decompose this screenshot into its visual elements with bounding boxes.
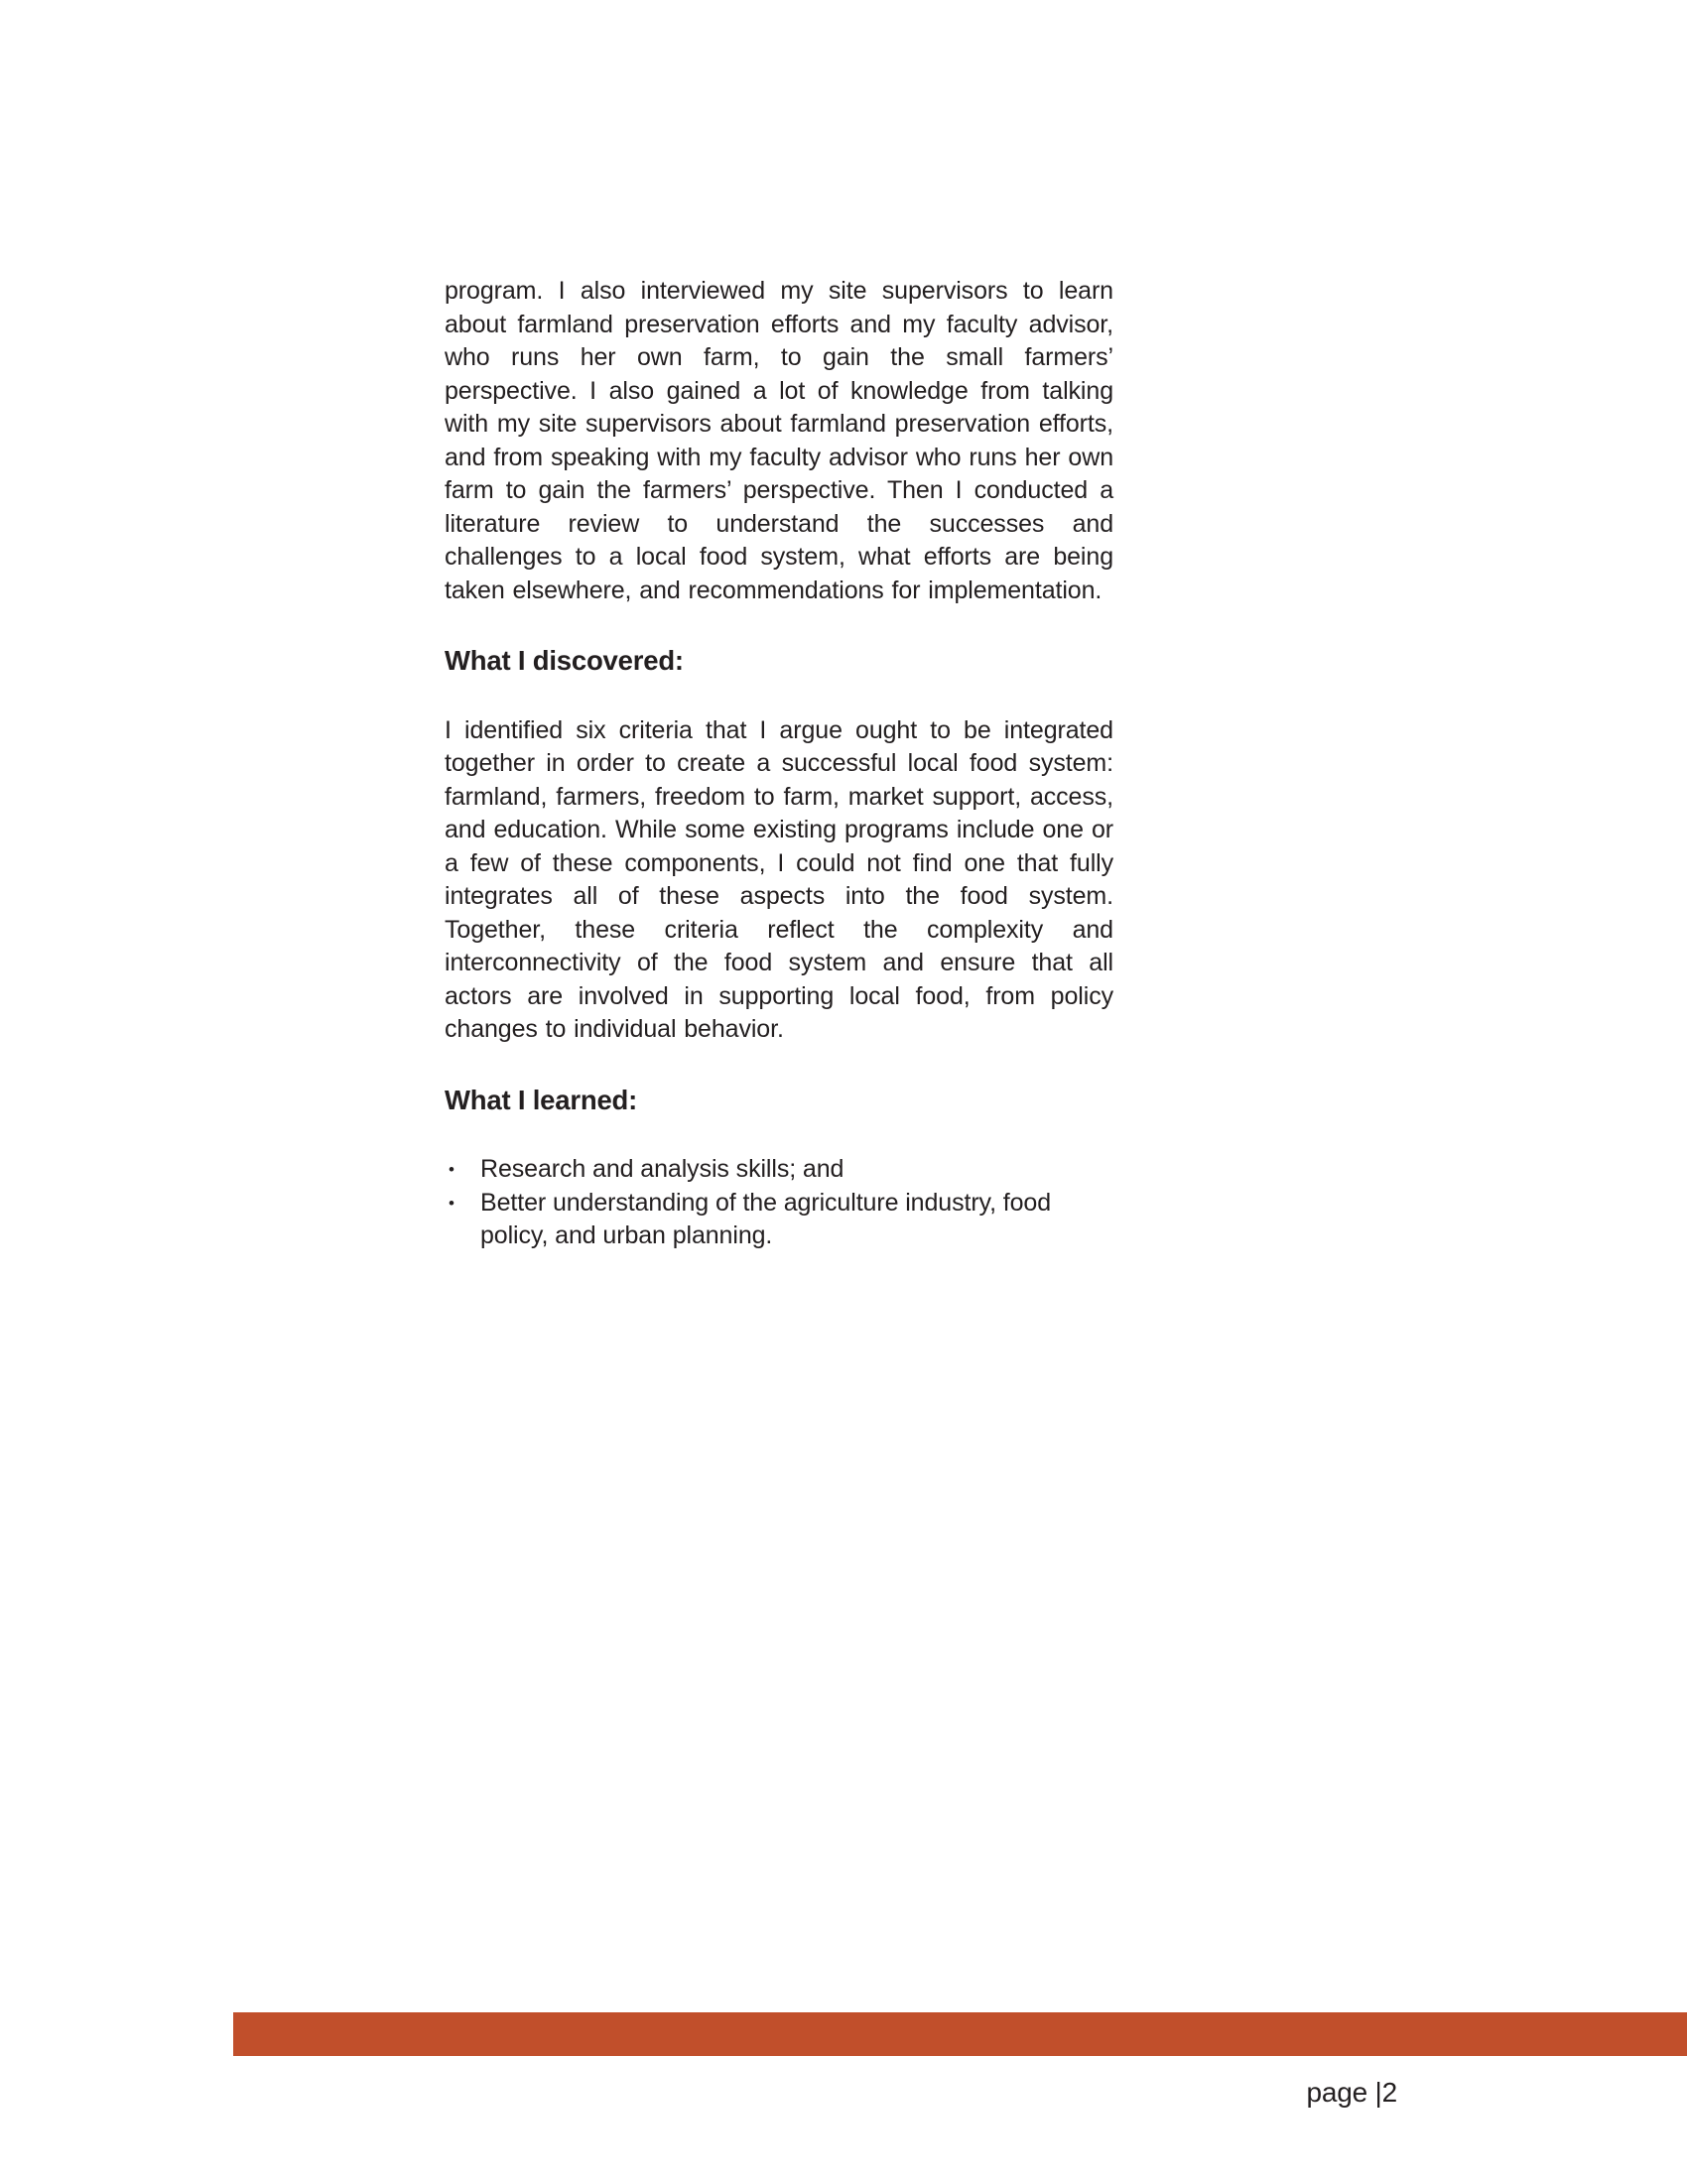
body-text-column bbox=[445, 275, 1113, 1253]
bullet-icon: • bbox=[449, 1193, 454, 1213]
what-i-learned-bullet-list bbox=[445, 1153, 1113, 1253]
bullet-text: Research and analysis skills; and bbox=[480, 1155, 844, 1183]
footer-accent-bar bbox=[233, 2012, 1687, 2056]
heading-what-i-learned: What I learned: bbox=[445, 1084, 638, 1115]
list-item bbox=[445, 1153, 1113, 1187]
list-item bbox=[445, 1187, 1113, 1253]
bullet-text: Better understanding of the agriculture industry, food policy, and urban planning. bbox=[480, 1188, 1052, 1249]
bullet-icon: • bbox=[449, 1160, 454, 1179]
paragraph-what-i-discovered: I identified six criteria that I argue ought to be integrated together in order to create a successful local food system: farmland, farmers, freedom to farm, market support, access, and education. While some existing programs include one or a few of these components, I could not find one that fully integrates all of these aspects into the food system. Together, these criteria reflect the complexity and interconnectivity of the food system and ensure that all actors are involved in supporting local food, from policy changes to individual behavior. bbox=[445, 715, 1113, 1043]
paragraph-continued: program. I also interviewed my site supervisors to learn about farmland preservation efforts and my faculty advisor, who runs her own farm, to gain the small farmers’ perspective. I also gained a lot of knowledge from talking with my site supervisors about farmland preservation efforts, and from speaking with my faculty advisor who runs her own farm to gain the farmers’ perspective. Then I conducted a literature review to understand the successes and challenges to a local food system, what efforts are being taken elsewhere, and recommendations for implementation. bbox=[445, 277, 1113, 604]
heading-what-i-discovered: What I discovered: bbox=[445, 645, 684, 676]
page-number: page |2 bbox=[1306, 2077, 1397, 2108]
